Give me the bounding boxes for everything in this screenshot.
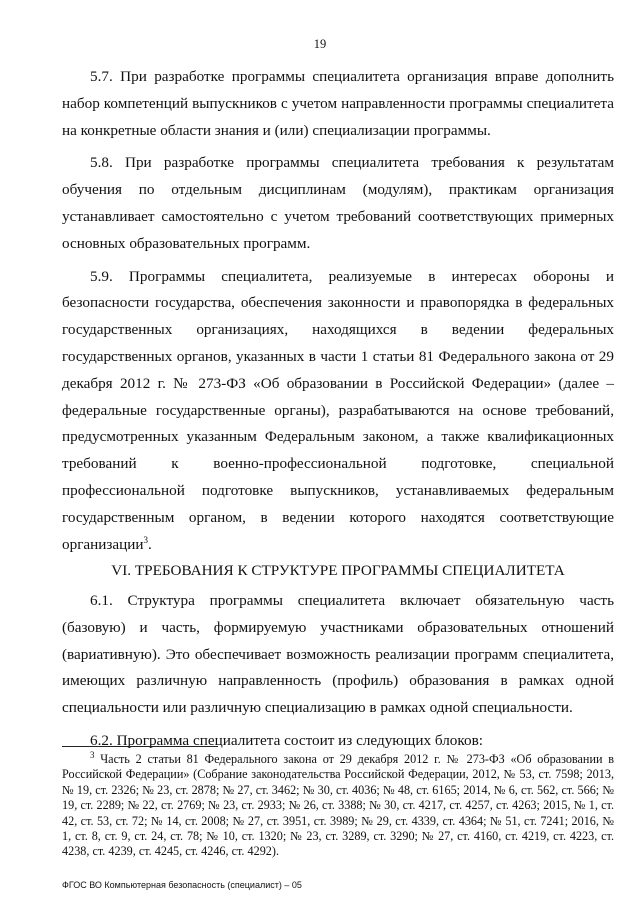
footnote <box>62 749 614 860</box>
page-footer: ФГОС ВО Компьютерная безопасность (специалист) – 05 <box>62 880 302 890</box>
paragraph-6-2: 6.2. Программа специалитета состоит из следующих блоков: <box>90 731 483 749</box>
section-5-block <box>62 64 614 558</box>
page-number: 19 <box>313 37 327 51</box>
paragraph-5-8: 5.8. При разработке программы специалитета требования к результатам обучения по отдельным дисциплинам (модулям), практикам организация устанавливает самостоятельно с учетом требований соответствующих примерных основных образовательных программ. <box>62 154 614 252</box>
paragraph-5-7: 5.7. При разработке программы специалитета организация вправе дополнить набор компетенций выпускников с учетом направленности программы специалитета на конкретные области знания и (или) специализации программы. <box>62 68 614 139</box>
section-heading: VI. ТРЕБОВАНИЯ К СТРУКТУРЕ ПРОГРАММЫ СПЕЦИАЛИТЕТА <box>111 562 565 579</box>
paragraph-5-9-text: 5.9. Программы специалитета, реализуемые в интересах обороны и безопасности государства, обеспечения законности и правопорядка в федеральных государственных организациях, находящихся в ведении федеральных государственных органов, указанных в части 1 статьи 81 Федерального закона от 29 декабря 2012 г. № 273-ФЗ «Об образовании в Российской Федерации» (далее – федеральные государственные органы), разрабатываются на основе требований, предусмотренных указанным Федеральным законом, а также квалификационных требований к военно-профессиональной подготовке, специальной профессиональной подготовке выпускников, устанавливаемых федеральным государственным органом, в ведении которого находятся соответствующие организации <box>62 267 614 553</box>
footnote-text: Часть 2 статьи 81 Федерального закона от 29 декабря 2012 г. № 273-ФЗ «Об образовании в Российской Федерации» (Собрание законодательства Российской Федерации, 2012, № 53, ст. 7598; 2013, № 19, ст. 2326; № 23, ст. 2878; № 27, ст. 3462; № 30, ст. 4036; № 48, ст. 6165; 2014, № 6, ст. 562, ст. 566; № 19, ст. 2289; № 22, ст. 2769; № 23, ст. 2933; № 26, ст. 3388; № 30, ст. 4217, ст. 4257, ст. 4263; 2015, № 1, ст. 42, ст. 53, ст. 72; № 14, ст. 2008; № 27, ст. 3951, ст. 3989; № 29, ст. 4339, ст. 4364; № 51, ст. 7241; 2016, № 1, ст. 8, ст. 9, ст. 24, ст. 78; № 10, ст. 1320; № 23, ст. 3289, ст. 3290; № 27, ст. 4160, ст. 4219, ст. 4223, ст. 4238, ст. 4239, ст. 4245, ст. 4246, ст. 4292). <box>62 752 614 859</box>
paragraph-6-1: 6.1. Структура программы специалитета включает обязательную часть (базовую) и часть, формируемую участниками образовательных отношений (вариативную). Это обеспечивает возможность реализации программ специалитета, имеющих различную направленность (профиль) образования в рамках одной специальности или различную специализацию в рамках одной специальности. <box>62 592 614 717</box>
footnote-marker: 3 <box>90 749 95 760</box>
paragraph-5-9: 5.9. Программы специалитета, реализуемые в интересах обороны и безопасности государства, обеспечения законности и правопорядка в федеральных государственных организациях, находящихся в ведении федеральных государственных органов, указанных в части 1 статьи 81 Федерального закона от 29 декабря 2012 г. № 273-ФЗ «Об образовании в Российской Федерации» (далее – федеральные государственные органы), разрабатываются на основе требований, предусмотренных указанным Федеральным законом, а также квалификационных требований к военно-профессиональной подготовке, специальной профессиональной подготовке выпускников, устанавливаемых федеральным государственным органом, в ведении которого находятся соответствующие организации$^3$. <box>62 267 614 553</box>
section-6-block <box>62 588 614 755</box>
footnote-separator <box>62 746 218 747</box>
footnote-ref: 3 <box>143 534 149 545</box>
